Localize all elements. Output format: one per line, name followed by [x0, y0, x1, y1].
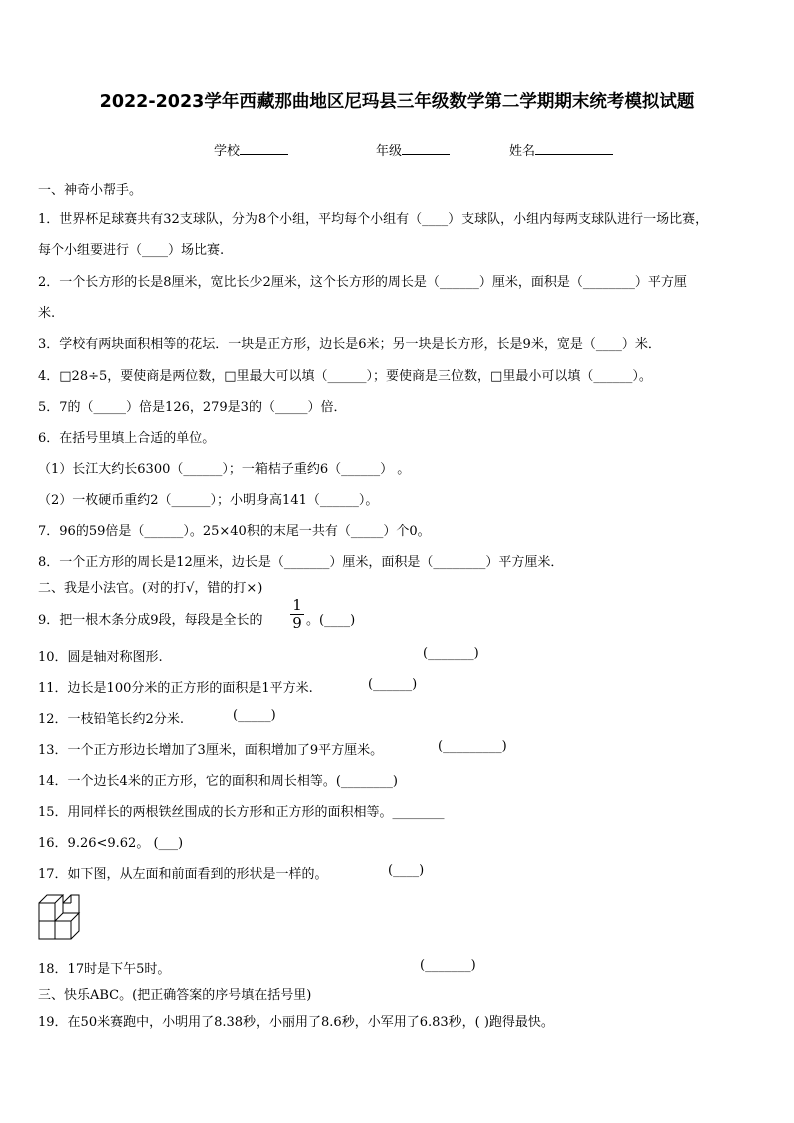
question-19: 19．在50米赛跑中，小明用了8.38秒，小丽用了8.6秒，小军用了6.83秒，( )跑得最快。: [38, 1015, 554, 1030]
page-title: 2022-2023学年西藏那曲地区尼玛县三年级数学第二学期期末统考模拟试题: [99, 92, 695, 112]
question-16: 16．9.26<9.62。 (___): [38, 836, 184, 851]
grade-blank[interactable]: [402, 141, 450, 155]
name-field: [509, 140, 613, 159]
question-18-answer: (_______): [420, 958, 476, 973]
question-2-line-1: 2．一个长方形的长是8厘米，宽比长少2厘米，这个长方形的周长是（______）厘米，面积是（________）平方厘: [38, 275, 687, 290]
question-7: 7．96的59倍是（______）。25×40积的末尾一共有（_____）个0。: [38, 524, 431, 539]
grade-label: 年级: [376, 144, 403, 159]
question-6-part-1: （1）长江大约长6300（______）；一箱桔子重约6（______） 。: [38, 462, 411, 477]
question-5: 5．7的（_____）倍是126，279是3的（_____）倍．: [38, 400, 347, 415]
school-blank[interactable]: [240, 141, 288, 155]
fraction-numerator: 1: [292, 596, 302, 614]
question-6: 6．在括号里填上合适的单位。: [38, 431, 216, 446]
question-1-line-1: 1．世界杯足球赛共有32支球队，分为8个小组，平均每个小组有（____）支球队，小组内每两支球队进行一场比赛，: [38, 212, 709, 227]
question-8: 8．一个正方形的周长是12厘米，边长是（_______）厘米，面积是（________）平方厘米．: [38, 555, 564, 570]
question-1-line-2: 每个小组要进行（____）场比赛.: [38, 243, 225, 258]
question-13-answer: (_________): [438, 739, 507, 754]
question-12-answer: (_____): [233, 708, 276, 723]
question-9-text: 9．把一根木条分成9段，每段是全长的: [38, 613, 263, 628]
question-17-answer: (____): [388, 863, 425, 878]
section-2-heading: 二、我是小法官。(对的打√，错的打×): [38, 581, 263, 596]
name-blank[interactable]: [535, 141, 613, 155]
section-1-heading: 一、神奇小帮手。: [38, 183, 143, 198]
grade-field: [376, 140, 450, 159]
fraction-denominator: 9: [292, 614, 302, 632]
question-15: 15．用同样长的两根铁丝围成的长方形和正方形的面积相等。________: [38, 805, 445, 820]
question-10-answer: (_______): [423, 646, 479, 661]
fraction-one-ninth: [290, 598, 304, 631]
question-18: 18．17时是下午5时。: [38, 962, 171, 977]
question-2-line-2: 米.: [38, 306, 56, 321]
question-13: 13．一个正方形边长增加了3厘米，面积增加了9平方厘米。: [38, 743, 384, 758]
name-label: 姓名: [509, 144, 536, 159]
question-6-part-2: （2）一枚硬币重约2（______）；小明身高141（______）。: [38, 493, 379, 508]
question-11-answer: (______): [368, 677, 418, 692]
question-12: 12．一枝铅笔长约2分米.: [38, 712, 184, 727]
school-label: 学校: [214, 144, 241, 159]
school-field: [214, 140, 288, 159]
cube-stack-figure: [38, 890, 88, 942]
section-3-heading: 三、快乐ABC。(把正确答案的序号填在括号里): [38, 988, 312, 1003]
question-4: 4．□28÷5，要使商是两位数，□里最大可以填（______）；要使商是三位数，□里最小可以填（______）。: [38, 369, 652, 384]
question-3: 3．学校有两块面积相等的花坛．一块是正方形，边长是6米；另一块是长方形，长是9米，宽是（____）米．: [38, 337, 661, 352]
question-11: 11．边长是100分米的正方形的面积是1平方米.: [38, 681, 313, 696]
question-17: 17．如下图，从左面和前面看到的形状是一样的。: [38, 867, 328, 882]
question-14: 14．一个边长4米的正方形，它的面积和周长相等。(________): [38, 774, 398, 789]
question-9-answer: 。(____): [306, 613, 356, 628]
question-10: 10．圆是轴对称图形.: [38, 650, 163, 665]
